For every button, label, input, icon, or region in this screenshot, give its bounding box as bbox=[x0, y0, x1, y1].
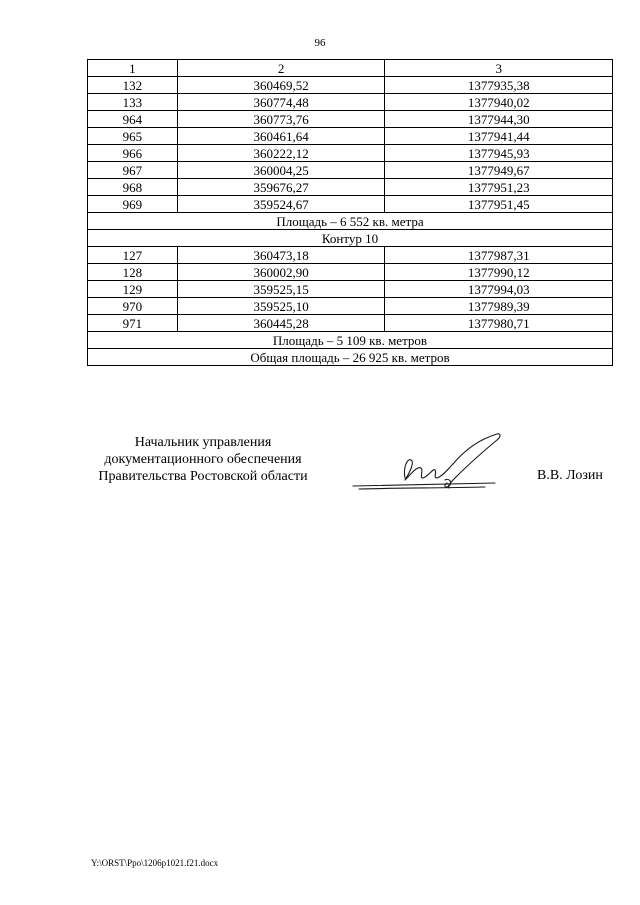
table-row bbox=[88, 145, 613, 162]
coordinate-x: 359525,10 bbox=[177, 298, 385, 315]
coordinate-y: 1377987,31 bbox=[385, 247, 613, 264]
area-row bbox=[88, 332, 613, 349]
point-number: 968 bbox=[88, 179, 178, 196]
point-number: 964 bbox=[88, 111, 178, 128]
coordinate-x: 359524,67 bbox=[177, 196, 385, 213]
point-number: 966 bbox=[88, 145, 178, 162]
table-row bbox=[88, 162, 613, 179]
table-row bbox=[88, 111, 613, 128]
coordinate-x: 360461,64 bbox=[177, 128, 385, 145]
point-number: 132 bbox=[88, 77, 178, 94]
page-number: 96 bbox=[314, 37, 326, 49]
table-row bbox=[88, 298, 613, 315]
coordinate-y: 1377980,71 bbox=[385, 315, 613, 332]
signatory-title-line: Правительства Ростовской области bbox=[98, 469, 308, 484]
area-row bbox=[88, 213, 613, 230]
coordinate-x: 359525,15 bbox=[177, 281, 385, 298]
coordinate-x: 360222,12 bbox=[177, 145, 385, 162]
file-path: Y:\ORST\Ppo\1206p1021.f21.docx bbox=[91, 858, 219, 868]
coordinates-table bbox=[87, 59, 613, 366]
table-row bbox=[88, 196, 613, 213]
contour-row bbox=[88, 230, 613, 247]
coordinate-y: 1377949,67 bbox=[385, 162, 613, 179]
table-header-row bbox=[88, 60, 613, 77]
table-row bbox=[88, 247, 613, 264]
coordinate-x: 360002,90 bbox=[177, 264, 385, 281]
coordinate-y: 1377951,23 bbox=[385, 179, 613, 196]
handwritten-signature bbox=[345, 428, 505, 498]
signatory-title-line: документационного обеспечения bbox=[104, 452, 302, 467]
coordinate-x: 360773,76 bbox=[177, 111, 385, 128]
signatory-title-line: Начальник управления bbox=[134, 435, 272, 450]
coordinate-x: 360473,18 bbox=[177, 247, 385, 264]
total-area-label: Общая площадь – 26 925 кв. метров bbox=[88, 349, 613, 366]
signer-name: В.В. Лозин bbox=[537, 468, 603, 483]
table-row bbox=[88, 264, 613, 281]
contour-label: Контур 10 bbox=[88, 230, 613, 247]
coordinate-y: 1377941,44 bbox=[385, 128, 613, 145]
signatory-title bbox=[86, 434, 320, 485]
point-number: 128 bbox=[88, 264, 178, 281]
coordinate-y: 1377945,93 bbox=[385, 145, 613, 162]
point-number: 127 bbox=[88, 247, 178, 264]
coordinate-x: 360445,28 bbox=[177, 315, 385, 332]
coordinate-y: 1377940,02 bbox=[385, 94, 613, 111]
header-cell: 2 bbox=[177, 60, 385, 77]
coordinate-y: 1377989,39 bbox=[385, 298, 613, 315]
total-area-row bbox=[88, 349, 613, 366]
coordinate-y: 1377944,30 bbox=[385, 111, 613, 128]
table-row bbox=[88, 128, 613, 145]
table-row bbox=[88, 77, 613, 94]
coordinate-x: 360774,48 bbox=[177, 94, 385, 111]
coordinate-x: 360004,25 bbox=[177, 162, 385, 179]
coordinate-y: 1377994,03 bbox=[385, 281, 613, 298]
table-row bbox=[88, 94, 613, 111]
area-label: Площадь – 6 552 кв. метра bbox=[88, 213, 613, 230]
header-cell: 1 bbox=[88, 60, 178, 77]
header-cell: 3 bbox=[385, 60, 613, 77]
point-number: 967 bbox=[88, 162, 178, 179]
area-label: Площадь – 5 109 кв. метров bbox=[88, 332, 613, 349]
point-number: 129 bbox=[88, 281, 178, 298]
point-number: 133 bbox=[88, 94, 178, 111]
point-number: 969 bbox=[88, 196, 178, 213]
table-row bbox=[88, 281, 613, 298]
coordinate-y: 1377990,12 bbox=[385, 264, 613, 281]
point-number: 971 bbox=[88, 315, 178, 332]
coordinate-y: 1377935,38 bbox=[385, 77, 613, 94]
point-number: 970 bbox=[88, 298, 178, 315]
coordinate-x: 360469,52 bbox=[177, 77, 385, 94]
point-number: 965 bbox=[88, 128, 178, 145]
coordinate-x: 359676,27 bbox=[177, 179, 385, 196]
coordinate-y: 1377951,45 bbox=[385, 196, 613, 213]
table-row bbox=[88, 315, 613, 332]
table-row bbox=[88, 179, 613, 196]
